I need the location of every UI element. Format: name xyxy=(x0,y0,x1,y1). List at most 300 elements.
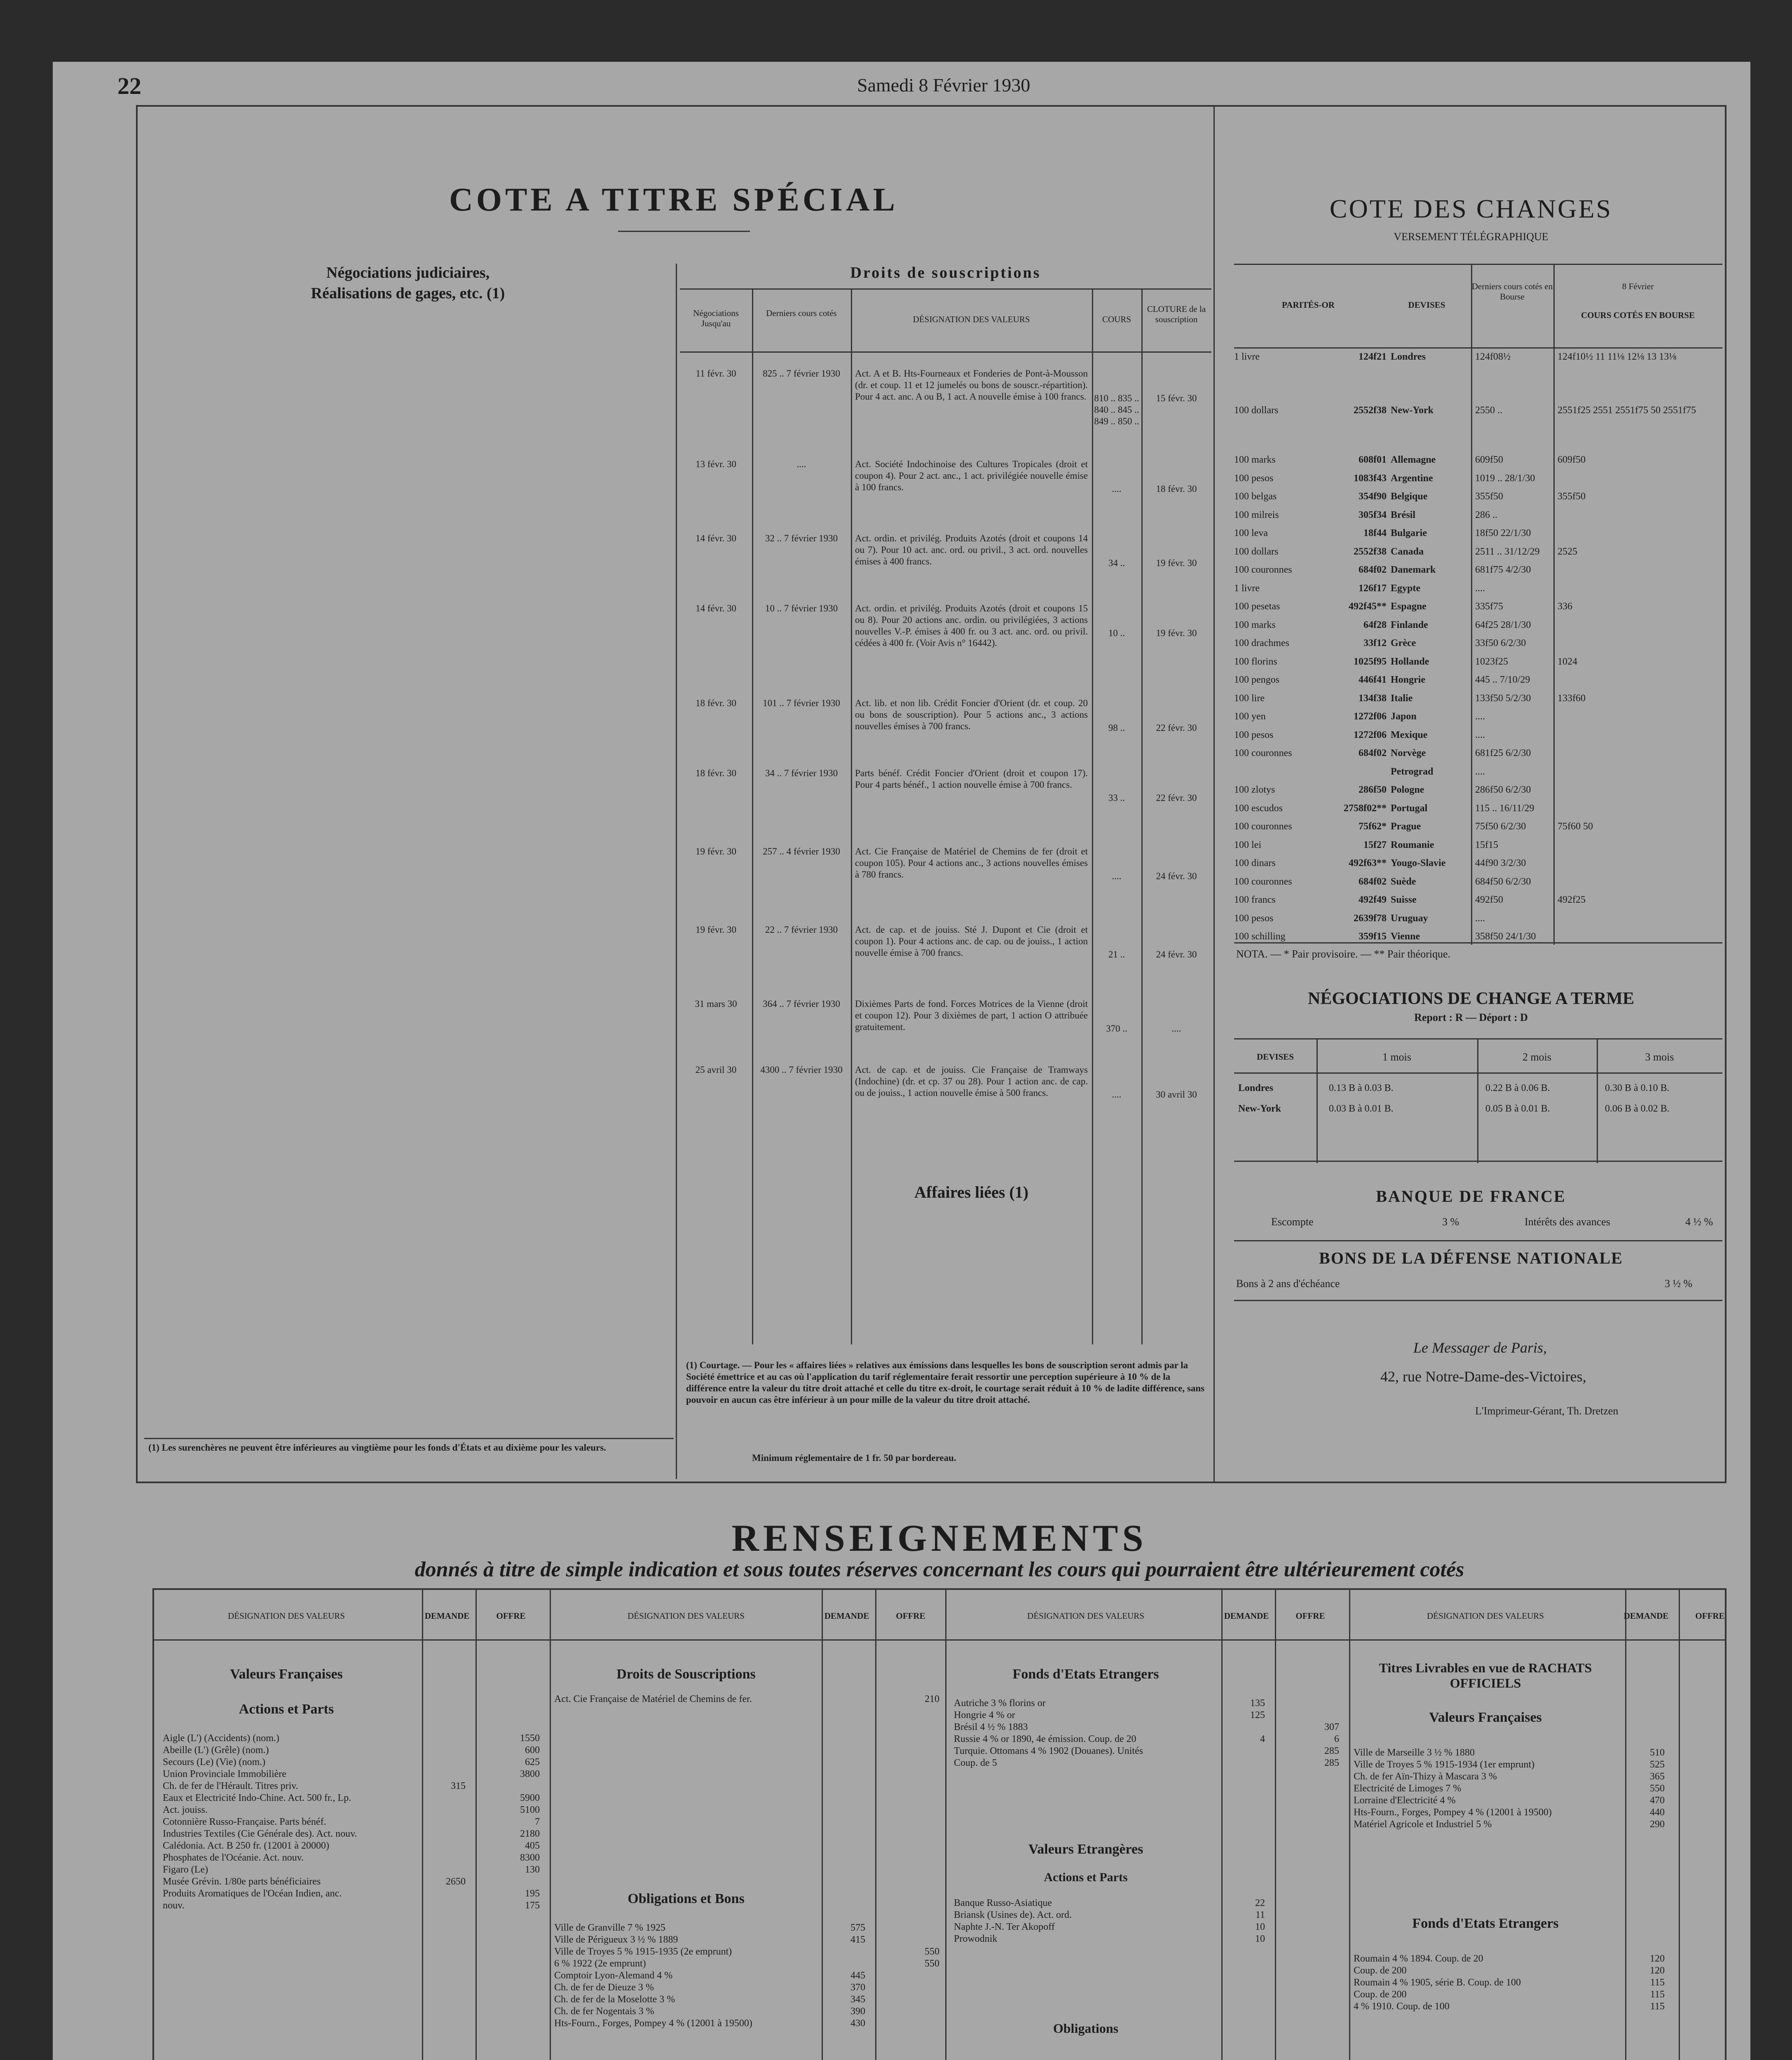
change-last: .... xyxy=(1475,583,1485,594)
change-row xyxy=(1234,528,1722,544)
col-cours: COURS xyxy=(1102,314,1131,324)
change-row xyxy=(1234,405,1722,421)
change-today: 492f25 xyxy=(1558,894,1586,905)
change-row xyxy=(1234,351,1722,368)
rachat-fonds-name: Coup. de 200 xyxy=(1354,1989,1407,2000)
change-devise: Vienne xyxy=(1391,931,1420,942)
rachat-demande: 510 xyxy=(1650,1747,1665,1758)
change-devise: Portugal xyxy=(1391,803,1428,814)
rachat-demande: 525 xyxy=(1650,1759,1665,1770)
action-name: Briansk (Usines de). Act. ord. xyxy=(954,1910,1072,1920)
row-cours: 98 .. xyxy=(1108,723,1125,733)
page-date: Samedi 8 Février 1930 xyxy=(857,75,1031,96)
change-parite: 684f02 xyxy=(1359,876,1387,887)
col-derniers-cours: Derniers cours cotés en Bourse xyxy=(1471,281,1553,302)
change-row xyxy=(1234,674,1722,691)
change-row xyxy=(1234,821,1722,838)
change-row xyxy=(1234,546,1722,563)
valeur-name: Secours (Le) (Vie) (nom.) xyxy=(163,1757,266,1767)
imprint-2: 42, rue Notre-Dame-des-Victoires, xyxy=(1380,1368,1586,1385)
valeur-name: Produits Aromatiques de l'Océan Indien, anc. xyxy=(163,1888,342,1899)
col-designation-valeurs: DÉSIGNATION DES VALEURS xyxy=(1027,1611,1144,1621)
courtage-min: Minimum réglementaire de 1 fr. 50 par bordereau. xyxy=(752,1453,956,1463)
fonds-offre: 285 xyxy=(1324,1746,1339,1756)
change-parite: 684f02 xyxy=(1359,748,1387,758)
change-devise: Canada xyxy=(1391,546,1424,557)
droit-item: Act. Cie Française de Matériel de Chemins de fer. xyxy=(554,1694,752,1704)
change-unit: 100 dollars xyxy=(1234,546,1279,557)
change-parite: 286f50 xyxy=(1359,784,1387,795)
changes-subtitle: VERSEMENT TÉLÉGRAPHIQUE xyxy=(1394,231,1548,243)
terme-col-1: 1 mois xyxy=(1382,1051,1412,1063)
change-last: 286f50 6/2/30 xyxy=(1475,784,1531,795)
row-date: 19 févr. 30 xyxy=(695,846,736,857)
change-unit: 100 francs xyxy=(1234,894,1276,905)
row-cloture: 19 févr. 30 xyxy=(1156,628,1197,638)
change-devise: Pologne xyxy=(1391,784,1424,795)
change-unit: 100 yen xyxy=(1234,711,1266,722)
terme-3-mois: 0.30 B à 0.10 B. xyxy=(1605,1083,1670,1093)
fonds-demande: 135 xyxy=(1250,1698,1265,1709)
row-date: 18 févr. 30 xyxy=(695,768,736,778)
change-devise: Prague xyxy=(1391,821,1421,832)
rachat-name: Electricité de Limoges 7 % xyxy=(1354,1783,1462,1794)
change-last: 286 .. xyxy=(1475,509,1497,520)
change-parite: 2552f38 xyxy=(1354,546,1387,557)
valeur-offre: 3800 xyxy=(520,1769,540,1779)
change-today: 2551f25 2551 2551f75 50 2551f75 xyxy=(1558,405,1696,416)
terme-1-mois: 0.03 B à 0.01 B. xyxy=(1329,1103,1394,1114)
nota: NOTA. — * Pair provisoire. — ** Pair théorique. xyxy=(1236,948,1450,960)
section-valeurs-etrangeres: Valeurs Etrangères xyxy=(1028,1842,1143,1857)
left-footnote: (1) Les surenchères ne peuvent être inférieures au vingtième pour les fonds d'États et au dixième pour les valeurs. xyxy=(148,1442,606,1453)
left-heading-2: Réalisations de gages, etc. (1) xyxy=(311,285,505,302)
change-unit: 100 zlotys xyxy=(1234,784,1275,795)
rachat-fonds-name: Roumain 4 % 1894. Coup. de 20 xyxy=(1354,1953,1483,1964)
action-demande: 10 xyxy=(1255,1922,1265,1932)
section-droits-souscriptions: Droits de Souscriptions xyxy=(616,1667,756,1682)
row-designation: Act. A et B. Hts-Fourneaux et Fonderies de Pont-à-Mousson (dr. et coup. 11 et 12 jumelés ou bons de souscr.-répartition). Pour 4 act. anc. A ou B, 1 act. A nouvelle émise à 100 francs. xyxy=(855,368,1088,402)
col-demande: DEMANDE xyxy=(824,1611,869,1621)
change-devise: Brésil xyxy=(1391,509,1415,520)
change-unit: 100 pesetas xyxy=(1234,601,1280,612)
change-row xyxy=(1234,510,1722,526)
divider xyxy=(676,264,677,1479)
fonds-name: Hongrie 4 % or xyxy=(954,1710,1015,1721)
rachat-fonds-name: Roumain 4 % 1905, série B. Coup. de 100 xyxy=(1354,1977,1521,1988)
change-last: 124f08½ xyxy=(1475,351,1511,362)
left-heading-1: Négociations judiciaires, xyxy=(326,264,490,281)
valeur-name: Aigle (L') (Accidents) (nom.) xyxy=(163,1733,279,1744)
valeur-name: Industries Textiles (Cie Générale des). Act. nouv. xyxy=(163,1828,357,1839)
obligation-demande: 415 xyxy=(850,1934,865,1945)
change-devise: Petrograd xyxy=(1391,766,1434,777)
obligation-demande: 445 xyxy=(850,1970,865,1981)
valeur-name: Figaro (Le) xyxy=(163,1864,208,1875)
fonds-demande: 4 xyxy=(1260,1734,1265,1744)
terme-2-mois: 0.05 B à 0.01 B. xyxy=(1485,1103,1550,1114)
valeur-offre: 5900 xyxy=(520,1793,540,1803)
action-name: Banque Russo-Asiatique xyxy=(954,1898,1052,1908)
row-cloture: 24 févr. 30 xyxy=(1156,871,1197,881)
change-devise: Italie xyxy=(1391,693,1413,704)
change-row xyxy=(1234,638,1722,654)
divider xyxy=(1213,106,1215,1482)
change-unit: 100 couronnes xyxy=(1234,876,1292,887)
change-devise: Suisse xyxy=(1391,894,1417,905)
obligation-demande: 430 xyxy=(850,2018,865,2029)
change-row xyxy=(1234,454,1722,471)
obligation-demande: 370 xyxy=(850,1982,865,1993)
change-last: 358f50 24/1/30 xyxy=(1475,931,1536,942)
change-last: 2550 .. xyxy=(1475,405,1502,416)
renseignements-title: RENSEIGNEMENTS xyxy=(731,1517,1148,1559)
valeur-offre: 2180 xyxy=(520,1828,540,1839)
row-cours: .... xyxy=(1112,871,1122,881)
change-last: 684f50 6/2/30 xyxy=(1475,876,1531,887)
change-devise: Hongrie xyxy=(1391,674,1425,685)
change-row xyxy=(1234,803,1722,819)
courtage-note: (1) Courtage. — Pour les « affaires liées » relatives aux émissions dans lesquelles les bons de souscription seront admis par la Société émettrice et au cas où l'application du tarif réglementaire ferait ressortir une perception supérieure à 10 % de la différence entre la valeur du titre droit attaché et celle du titre ex-droit, le courtage serait réduit à 10 % de ladite différence, sans pouvoir en aucun cas être inférieur à un pour mille de la valeur du titre droit attaché. xyxy=(686,1360,1205,1405)
renseignements-subtitle: donnés à titre de simple indication et sous toutes réserves concernant les cours qui pourraient être ultérieurement cotés xyxy=(415,1558,1464,1581)
changes-title: COTE DES CHANGES xyxy=(1329,194,1613,223)
valeur-name: nouv. xyxy=(163,1900,185,1911)
valeur-offre: 1550 xyxy=(520,1733,540,1744)
valeur-name: Abeille (L') (Grêle) (nom.) xyxy=(163,1745,269,1756)
rachat-name: Ch. de fer Aïn-Thizy à Mascara 3 % xyxy=(1354,1771,1497,1782)
terme-devise: Londres xyxy=(1238,1083,1273,1093)
fonds-name: Brésil 4 ½ % 1883 xyxy=(954,1722,1028,1732)
change-devise: Roumanie xyxy=(1391,839,1434,850)
change-devise: Mexique xyxy=(1391,729,1428,740)
fonds-offre: 307 xyxy=(1324,1722,1339,1732)
valeur-demande: 315 xyxy=(451,1781,466,1791)
valeur-name: Phosphates de l'Océanie. Act. nouv. xyxy=(163,1852,304,1863)
rachat-fonds-demande: 120 xyxy=(1650,1953,1665,1964)
terme-3-mois: 0.06 B à 0.02 B. xyxy=(1605,1103,1670,1114)
row-cours: .... xyxy=(1112,484,1122,494)
rachat-fonds-demande: 115 xyxy=(1650,1977,1665,1988)
change-unit: 100 drachmes xyxy=(1234,638,1289,648)
row-designation: Dixièmes Parts de fond. Forces Motrices de la Vienne (droit et coupon 12). Pour 3 dixièmes de part, 1 action O attribuée gratuitement. xyxy=(855,999,1088,1032)
row-cloture: .... xyxy=(1171,1023,1181,1034)
change-parite: 492f49 xyxy=(1359,894,1387,905)
affaires-liees: Affaires liées (1) xyxy=(914,1183,1028,1201)
rachat-name: Matériel Agricole et Industriel 5 % xyxy=(1354,1819,1492,1830)
fonds-demande: 125 xyxy=(1250,1710,1265,1721)
row-cloture: 22 févr. 30 xyxy=(1156,793,1197,803)
fonds-name: Coup. de 5 xyxy=(954,1758,997,1768)
change-unit: 100 pesos xyxy=(1234,473,1274,484)
change-parite: 446f41 xyxy=(1359,674,1387,685)
action-demande: 10 xyxy=(1255,1934,1265,1944)
col-devises: DEVISES xyxy=(1408,300,1445,310)
row-cours: 33 .. xyxy=(1108,793,1125,803)
change-last: 445 .. 7/10/29 xyxy=(1475,674,1530,685)
terme-row xyxy=(1234,1103,1722,1120)
change-row xyxy=(1234,693,1722,709)
section-valeurs-francaises-rachat: Valeurs Françaises xyxy=(1429,1710,1542,1725)
change-parite: 134f38 xyxy=(1359,693,1387,704)
row-cours: .... xyxy=(1112,1089,1122,1100)
valeur-name: Musée Grévin. 1/80e parts bénéficiaires xyxy=(163,1876,321,1887)
change-devise: Suède xyxy=(1391,876,1416,887)
section-obligations-bons: Obligations et Bons xyxy=(628,1891,745,1906)
change-last: 681f25 6/2/30 xyxy=(1475,748,1531,758)
change-last: .... xyxy=(1475,711,1485,722)
change-parite: 359f15 xyxy=(1359,931,1387,942)
change-devise: Allemagne xyxy=(1391,454,1436,465)
section-fonds-etats-etrangers-rachat: Fonds d'Etats Etrangers xyxy=(1412,1916,1559,1931)
droits-title: Droits de souscriptions xyxy=(850,264,1041,281)
row-cloture: 22 févr. 30 xyxy=(1156,723,1197,733)
fonds-name: Turquie. Ottomans 4 % 1902 (Douanes). Unités xyxy=(954,1746,1143,1756)
row-date: 25 avril 30 xyxy=(695,1065,737,1075)
droit-offre: 210 xyxy=(925,1694,939,1704)
change-last: 609f50 xyxy=(1475,454,1503,465)
fonds-name: Autriche 3 % florins or xyxy=(954,1698,1046,1709)
change-parite: 684f02 xyxy=(1359,564,1387,575)
obligation-name: Comptoir Lyon-Alemand 4 % xyxy=(554,1970,673,1981)
terme-col-devises: DEVISES xyxy=(1257,1052,1294,1062)
valeur-offre: 625 xyxy=(525,1757,540,1767)
row-last-cours: 10 .. 7 février 1930 xyxy=(765,603,838,613)
change-last: 64f25 28/1/30 xyxy=(1475,619,1531,630)
terme-1-mois: 0.13 B à 0.03 B. xyxy=(1329,1083,1394,1093)
fonds-offre: 6 xyxy=(1334,1734,1339,1744)
cote-title: COTE A TITRE SPÉCIAL xyxy=(449,182,898,218)
change-unit: 100 schilling xyxy=(1234,931,1286,942)
obligation-name: Ville de Périgueux 3 ½ % 1889 xyxy=(554,1934,678,1945)
bons-title: BONS DE LA DÉFENSE NATIONALE xyxy=(1319,1249,1623,1267)
fonds-offre: 285 xyxy=(1324,1758,1339,1768)
valeur-name: Act. jouiss. xyxy=(163,1805,208,1815)
change-parite: 2639f78 xyxy=(1354,913,1387,924)
change-parite: 2758f02** xyxy=(1344,803,1387,814)
row-last-cours: 101 .. 7 février 1930 xyxy=(763,698,840,708)
terme-row xyxy=(1234,1083,1722,1099)
change-devise: Egypte xyxy=(1391,583,1420,594)
row-cours: 21 .. xyxy=(1108,949,1125,960)
divider xyxy=(1234,1240,1722,1241)
change-parite: 1083f43 xyxy=(1354,473,1387,484)
change-row xyxy=(1234,564,1722,581)
change-unit: 100 milreis xyxy=(1234,509,1279,520)
terme-col-2: 2 mois xyxy=(1522,1051,1552,1063)
row-last-cours: 32 .. 7 février 1930 xyxy=(765,533,838,543)
col-demande: DEMANDE xyxy=(1224,1611,1269,1621)
change-last: 18f50 22/1/30 xyxy=(1475,528,1531,538)
change-unit: 100 pesos xyxy=(1234,729,1274,740)
change-devise: Belgique xyxy=(1391,491,1428,502)
action-demande: 11 xyxy=(1255,1910,1265,1920)
change-last: 75f50 6/2/30 xyxy=(1475,821,1526,832)
change-parite: 126f17 xyxy=(1359,583,1387,594)
rachat-fonds-demande: 120 xyxy=(1650,1965,1665,1976)
valeur-name: Union Provinciale Immobilière xyxy=(163,1769,286,1779)
change-last: 44f90 3/2/30 xyxy=(1475,858,1526,868)
change-row xyxy=(1234,931,1722,948)
change-parite: 608f01 xyxy=(1359,454,1387,465)
rachat-demande: 365 xyxy=(1650,1771,1665,1782)
col-designation-valeurs: DÉSIGNATION DES VALEURS xyxy=(228,1611,345,1621)
change-unit: 100 marks xyxy=(1234,454,1276,465)
rachat-fonds-demande: 115 xyxy=(1650,1989,1665,2000)
change-parite: 1272f06 xyxy=(1354,711,1387,722)
change-unit: 100 florins xyxy=(1234,656,1277,667)
divider xyxy=(144,1438,674,1439)
change-last: 335f75 xyxy=(1475,601,1503,612)
change-row xyxy=(1234,876,1722,893)
change-devise: Norvège xyxy=(1391,748,1426,758)
obligation-name: 6 % 1922 (2e emprunt) xyxy=(554,1958,646,1969)
rachat-fonds-demande: 115 xyxy=(1650,2001,1665,2012)
row-last-cours: 825 .. 7 février 1930 xyxy=(763,368,840,379)
col-cloture: CLOTURE de la souscription xyxy=(1147,304,1206,324)
change-last: 1019 .. 28/1/30 xyxy=(1475,473,1535,484)
change-last: 681f75 4/2/30 xyxy=(1475,564,1531,575)
rachat-demande: 470 xyxy=(1650,1795,1665,1806)
obligation-name: Ville de Troyes 5 % 1915-1935 (2e emprunt) xyxy=(554,1946,732,1957)
col-negociations: Négociations Jusqu'au xyxy=(693,308,739,328)
valeur-offre: 175 xyxy=(525,1900,540,1911)
terme-table xyxy=(1234,1038,1722,1162)
rachat-name: Lorraine d'Electricité 4 % xyxy=(1354,1795,1456,1806)
row-date: 19 févr. 30 xyxy=(695,925,736,935)
change-unit: 100 lire xyxy=(1234,693,1265,704)
rachat-fonds-name: Coup. de 200 xyxy=(1354,1965,1407,1976)
change-row xyxy=(1234,491,1722,508)
change-parite: 1025f95 xyxy=(1354,656,1387,667)
obligation-demande: 390 xyxy=(850,2006,865,2017)
row-last-cours: 4300 .. 7 février 1930 xyxy=(760,1065,843,1075)
bons-line: Bons à 2 ans d'échéance xyxy=(1236,1278,1340,1290)
col-offre: OFFRE xyxy=(1295,1611,1325,1621)
change-unit: 1 livre xyxy=(1234,351,1260,362)
row-cloture: 15 févr. 30 xyxy=(1156,393,1197,403)
obligation-name: Ville de Granville 7 % 1925 xyxy=(554,1922,665,1933)
change-last: 133f50 5/2/30 xyxy=(1475,693,1531,704)
changes-table xyxy=(1234,264,1722,943)
obligation-name: Ch. de fer de Dieuze 3 % xyxy=(554,1982,654,1993)
rachat-name: Hts-Fourn., Forges, Pompey 4 % (12001 à 19500) xyxy=(1354,1807,1552,1818)
row-last-cours: 257 .. 4 février 1930 xyxy=(763,846,840,857)
change-devise: Londres xyxy=(1391,351,1426,362)
change-parite: 2552f38 xyxy=(1354,405,1387,416)
change-row xyxy=(1234,766,1722,783)
row-date: 14 févr. 30 xyxy=(695,603,736,613)
change-unit: 100 couronnes xyxy=(1234,748,1292,758)
row-last-cours: .... xyxy=(796,459,806,469)
change-devise: New-York xyxy=(1391,405,1434,416)
change-parite: 492f45** xyxy=(1349,601,1387,612)
row-designation: Act. ordin. et privilég. Produits Azotés (droit et coupons 15 ou 8). Pour 20 actions anc. ordin. ou privilégiées, 3 actions nouvelles V.-P. émises à 400 fr. ou 3 act. anc. ord. ou privil. cédées à 400 fr. (Voir Avis n° 16442). xyxy=(855,603,1088,648)
row-last-cours: 22 .. 7 février 1930 xyxy=(765,925,838,935)
terme-title: NÉGOCIATIONS DE CHANGE A TERME xyxy=(1308,989,1634,1008)
change-unit: 100 escudos xyxy=(1234,803,1283,814)
row-designation: Act. lib. et non lib. Crédit Foncier d'Orient (dr. et coup. 20 ou bons de souscription). Pour 5 actions anc., 3 actions nouvelles émises à 700 francs. xyxy=(855,698,1088,731)
imprint-3: L'Imprimeur-Gérant, Th. Dretzen xyxy=(1475,1405,1619,1417)
change-last: 1023f25 xyxy=(1475,656,1508,667)
row-designation: Act. de cap. et de jouiss. Cie Française de Tramways (Indochine) (dr. et cp. 37 ou 28). Pour 1 action anc. de cap. ou de jouiss., 1 action nouvelle émise à 500 francs. xyxy=(855,1065,1088,1098)
change-devise: Japon xyxy=(1391,711,1417,722)
row-last-cours: 364 .. 7 février 1930 xyxy=(763,999,840,1009)
change-row xyxy=(1234,784,1722,801)
terme-subtitle: Report : R — Déport : D xyxy=(1414,1011,1528,1023)
banque-title: BANQUE DE FRANCE xyxy=(1376,1187,1566,1206)
rachat-demande: 440 xyxy=(1650,1807,1665,1818)
terme-2-mois: 0.22 B à 0.06 B. xyxy=(1485,1083,1550,1093)
change-parite: 354f90 xyxy=(1359,491,1387,502)
change-today: 75f60 50 xyxy=(1558,821,1593,832)
interets-value: 4 ½ % xyxy=(1685,1216,1713,1228)
col-derniers: Derniers cours cotés xyxy=(766,308,837,318)
change-unit: 100 belgas xyxy=(1234,491,1277,502)
change-devise: Espagne xyxy=(1391,601,1427,612)
change-row xyxy=(1234,840,1722,856)
row-cloture: 30 avril 30 xyxy=(1156,1089,1197,1100)
section-fonds-etats-etrangers: Fonds d'Etats Etrangers xyxy=(1012,1667,1159,1682)
rachat-name: Ville de Troyes 5 % 1915-1934 (1er emprunt) xyxy=(1354,1759,1535,1770)
change-devise: Grèce xyxy=(1391,638,1416,648)
escompte-label: Escompte xyxy=(1271,1216,1314,1228)
change-unit: 100 dinars xyxy=(1234,858,1276,868)
change-parite: 75f62* xyxy=(1359,821,1387,832)
change-devise: Bulgarie xyxy=(1391,528,1427,538)
col-offre: OFFRE xyxy=(496,1611,526,1621)
change-last: 15f15 xyxy=(1475,839,1498,850)
change-today: 133f60 xyxy=(1558,693,1586,704)
change-row xyxy=(1234,601,1722,618)
change-parite: 15f27 xyxy=(1363,839,1387,850)
valeur-offre: 5100 xyxy=(520,1805,540,1815)
row-date: 11 févr. 30 xyxy=(696,368,736,379)
obligation-offre: 550 xyxy=(925,1958,939,1969)
row-designation: Act. Cie Française de Matériel de Chemins de fer (droit et coupon 105). Pour 4 actions anc., 3 actions nouvelles émises à 780 francs. xyxy=(855,846,1088,880)
row-designation: Parts bénéf. Crédit Foncier d'Orient (droit et coupon 17). Pour 4 parts bénéf., 1 action nouvelle émise à 700 francs. xyxy=(855,768,1088,790)
change-unit: 100 couronnes xyxy=(1234,821,1292,832)
change-row xyxy=(1234,473,1722,489)
action-name: Naphte J.-N. Ter Akopoff xyxy=(954,1922,1055,1932)
imprint-1: Le Messager de Paris, xyxy=(1413,1339,1547,1356)
obligation-demande: 345 xyxy=(850,1994,865,2005)
valeur-name: Ch. de fer de l'Hérault. Titres priv. xyxy=(163,1781,298,1791)
section-rachats-officiels: Titres Livrables en vue de RACHATS OFFICIELS xyxy=(1379,1660,1592,1690)
terme-col-3: 3 mois xyxy=(1645,1051,1674,1063)
change-today: 336 xyxy=(1558,601,1572,612)
change-last: 2511 .. 31/12/29 xyxy=(1475,546,1540,557)
change-parite: 124f21 xyxy=(1359,351,1387,362)
rachat-name: Ville de Marseille 3 ½ % 1880 xyxy=(1354,1747,1475,1758)
rachat-fonds-name: 4 % 1910. Coup. de 100 xyxy=(1354,2001,1450,2012)
valeur-offre: 600 xyxy=(525,1745,540,1756)
obligation-name: Ch. de fer Nogentais 3 % xyxy=(554,2006,654,2017)
row-last-cours: 34 .. 7 février 1930 xyxy=(765,768,838,778)
fonds-name: Russie 4 % or 1890, 4e émission. Coup. de 20 xyxy=(954,1734,1136,1744)
change-parite: 1272f06 xyxy=(1354,729,1387,740)
change-unit: 100 pengos xyxy=(1234,674,1279,685)
bons-value: 3 ½ % xyxy=(1665,1278,1693,1290)
rachat-demande: 550 xyxy=(1650,1783,1665,1794)
change-last: .... xyxy=(1475,913,1485,924)
change-parite: 18f44 xyxy=(1363,528,1387,538)
change-last: 492f50 xyxy=(1475,894,1503,905)
change-parite: 305f34 xyxy=(1359,509,1387,520)
change-last: 355f50 xyxy=(1475,491,1503,502)
change-devise: Yougo-Slavie xyxy=(1391,858,1446,868)
row-date: 18 févr. 30 xyxy=(695,698,736,708)
valeur-offre: 130 xyxy=(525,1864,540,1875)
